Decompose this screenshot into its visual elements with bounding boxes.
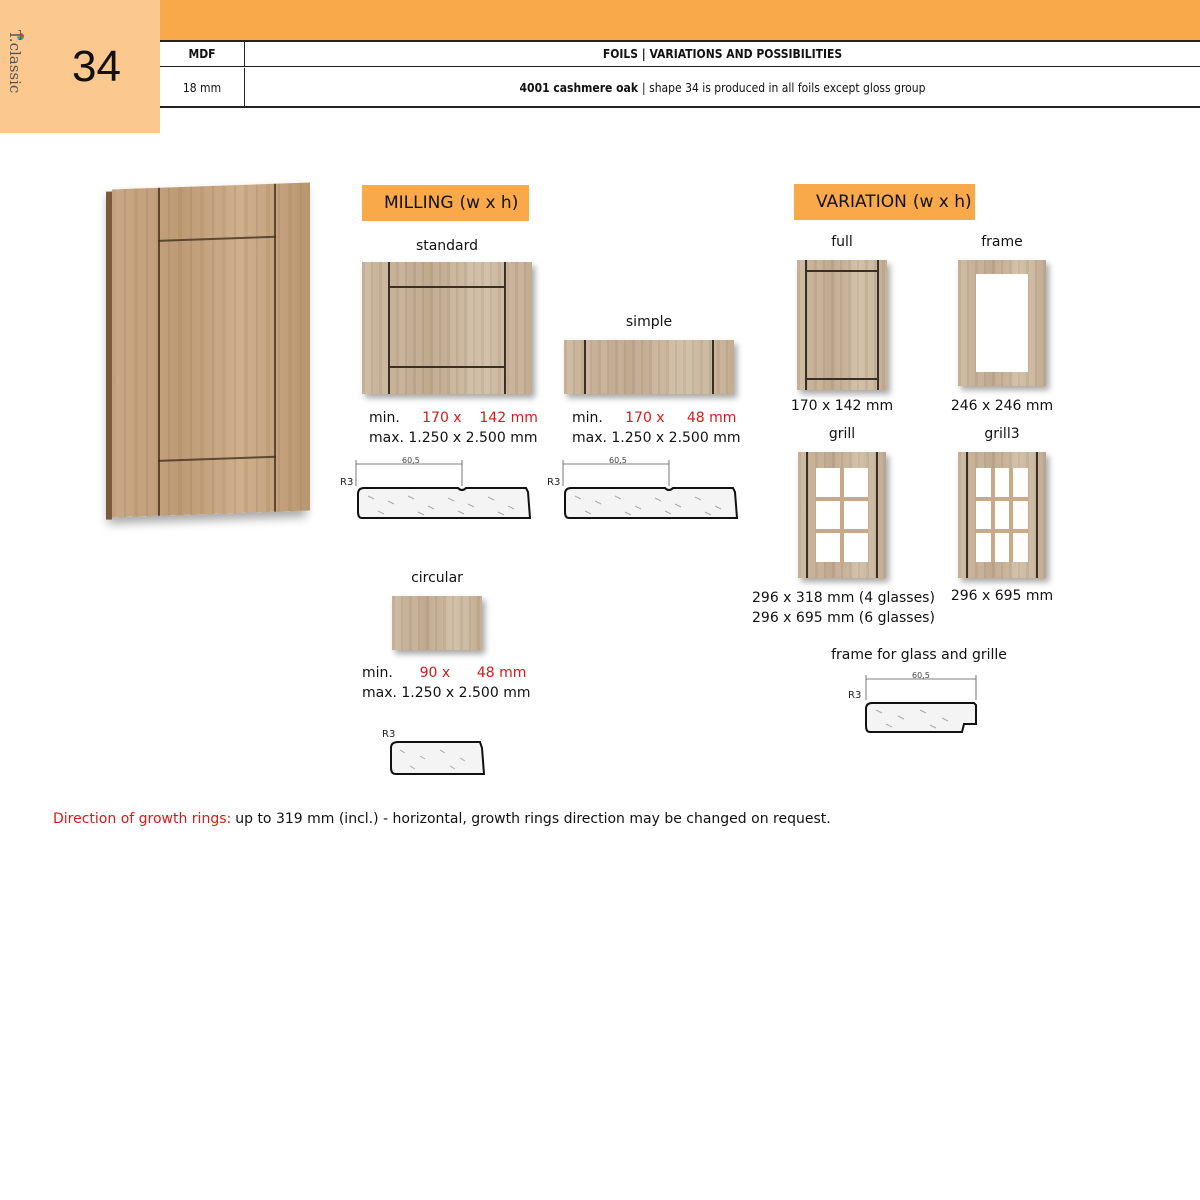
circular-label: circular <box>411 570 463 586</box>
grill-sample <box>798 452 886 578</box>
min-height: 142 mm <box>479 410 538 426</box>
grill3-bar <box>991 468 995 562</box>
profile-r-label: R3 <box>382 729 396 740</box>
grill-bar <box>840 468 844 562</box>
groove <box>876 452 878 578</box>
grill3-size: 296 x 695 mm <box>950 588 1054 604</box>
groove <box>712 340 714 394</box>
max-dims: max. 1.250 x 2.500 mm <box>369 430 538 446</box>
door-image <box>112 183 310 518</box>
standard-sample <box>362 262 532 394</box>
grill-size-1: 296 x 318 mm (4 glasses) <box>752 590 935 606</box>
min-label: min. <box>572 410 603 426</box>
groove <box>806 452 808 578</box>
foil-name: 4001 cashmere oak <box>519 81 639 95</box>
simple-profile-drawing <box>545 456 745 522</box>
door-groove-right <box>274 184 276 512</box>
frame-sample <box>958 260 1046 386</box>
brand-logo <box>4 30 44 110</box>
min-height: 48 mm <box>476 665 527 681</box>
frame-glass <box>976 274 1028 372</box>
circular-sample <box>392 596 482 650</box>
grill-bar <box>816 529 868 533</box>
thickness-value: 18 mm <box>160 68 245 108</box>
grill3-bar <box>976 529 1028 533</box>
grill-glass <box>816 468 868 562</box>
full-sample <box>797 260 887 390</box>
foil-description <box>245 68 1200 108</box>
groove <box>1036 452 1038 578</box>
min-label: min. <box>362 665 393 681</box>
full-label: full <box>831 234 853 250</box>
groove <box>388 262 390 394</box>
min-width: 170 x <box>422 410 462 426</box>
frame-glass-profile-drawing <box>846 670 986 738</box>
foils-header: FOILS | VARIATIONS AND POSSIBILITIES <box>245 42 1200 67</box>
circular-profile-drawing <box>380 726 490 780</box>
grill3-sample <box>958 452 1046 578</box>
groove <box>584 340 586 394</box>
milling-unit: (w x h) <box>459 193 519 213</box>
simple-label: simple <box>625 314 673 330</box>
standard-profile-drawing <box>338 456 538 522</box>
footnote-text: up to 319 mm (incl.) - horizontal, growth rings direction may be changed on request. <box>235 811 831 827</box>
max-dims: max. 1.250 x 2.500 mm <box>572 430 741 446</box>
milling-title-text: MILLING <box>384 193 454 213</box>
min-width: 170 x <box>625 410 665 426</box>
simple-dims <box>572 408 740 448</box>
grill3-glass <box>976 468 1028 562</box>
profile-r-label: R3 <box>340 477 354 488</box>
standard-dims <box>369 408 538 448</box>
door-edge <box>106 191 112 519</box>
grill3-label: grill3 <box>984 426 1020 442</box>
frame-label: frame <box>981 234 1023 250</box>
door-groove-bottom <box>158 456 276 462</box>
variation-title <box>794 184 975 220</box>
min-height: 48 mm <box>686 410 737 426</box>
profile-dim-label: 60,5 <box>912 671 930 680</box>
material-header: MDF <box>160 42 245 67</box>
groove <box>877 260 879 390</box>
max-dims: max. 1.250 x 2.500 mm <box>362 685 531 701</box>
growth-rings-note <box>53 811 831 827</box>
profile-dim-label: 60,5 <box>402 456 420 465</box>
foil-note: | shape 34 is produced in all foils except gloss group <box>642 81 926 95</box>
grill-size-2: 296 x 695 mm (6 glasses) <box>752 610 935 626</box>
circular-dims <box>362 663 530 703</box>
groove <box>388 366 506 368</box>
groove <box>966 452 968 578</box>
groove <box>388 286 506 288</box>
door-groove-left <box>158 188 160 516</box>
frame-size: 246 x 246 mm <box>950 398 1054 414</box>
variation-title-text: VARIATION <box>816 192 907 212</box>
footnote-highlight: Direction of growth rings: <box>53 811 232 827</box>
variation-unit: (w x h) <box>912 192 972 212</box>
milling-title <box>362 185 529 221</box>
min-label: min. <box>369 410 400 426</box>
grill3-bar <box>976 497 1028 501</box>
shape-number: 34 <box>72 42 121 91</box>
full-size: 170 x 142 mm <box>790 398 894 414</box>
profile-r-label: R3 <box>848 690 862 701</box>
profile-dim-label: 60,5 <box>609 456 627 465</box>
grill-bar <box>816 497 868 501</box>
simple-sample <box>564 340 734 394</box>
grill3-bar <box>1009 468 1013 562</box>
groove <box>504 262 506 394</box>
brand-name: T.classic <box>6 30 24 94</box>
min-width: 90 x <box>419 665 451 681</box>
frame-glass-label: frame for glass and grille <box>831 647 1007 663</box>
header-band <box>160 0 1200 40</box>
spec-table <box>160 40 1200 108</box>
shape-tab <box>0 0 160 133</box>
grill-sizes <box>752 588 935 628</box>
groove <box>805 270 879 272</box>
groove <box>805 378 879 380</box>
grill-label: grill <box>828 426 856 442</box>
standard-label: standard <box>415 238 479 254</box>
profile-r-label: R3 <box>547 477 561 488</box>
door-groove-top <box>158 236 276 242</box>
groove <box>805 260 807 390</box>
